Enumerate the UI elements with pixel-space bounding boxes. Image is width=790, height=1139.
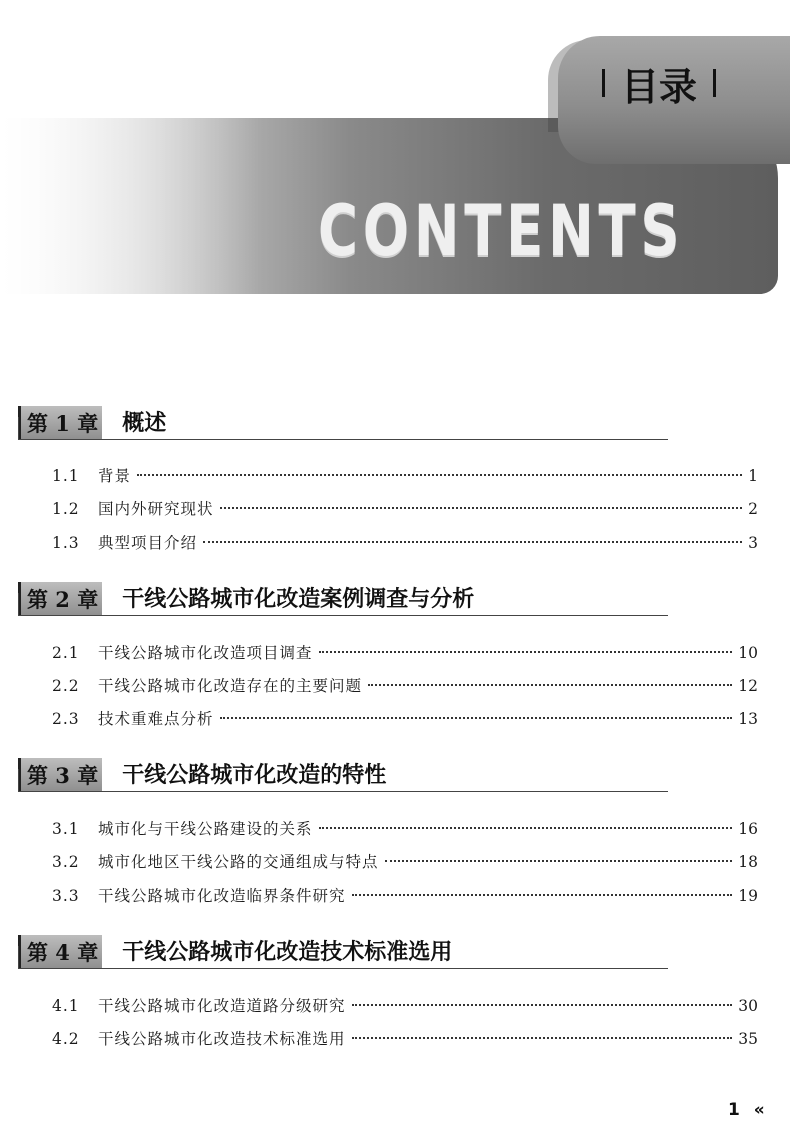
entry-page: 35	[738, 1030, 758, 1048]
entry-page: 1	[748, 467, 758, 485]
chapter-rule	[18, 615, 668, 616]
entry-page: 13	[738, 710, 758, 728]
toc-entry[interactable]	[52, 641, 758, 663]
toc-entry[interactable]	[52, 531, 758, 553]
entry-page: 30	[738, 997, 758, 1015]
entry-title: 典型项目介绍	[98, 534, 198, 552]
toc-title-text: 目录	[620, 64, 697, 109]
toc-entry[interactable]	[52, 817, 758, 839]
toc-entry[interactable]	[52, 497, 758, 519]
chapter-label: 第 1 章	[18, 406, 102, 440]
page-number: 1 «	[728, 1100, 769, 1120]
chapter-title: 概述	[122, 410, 167, 436]
leader-dots	[137, 473, 742, 476]
entry-number: 3.1	[52, 820, 80, 838]
leader-dots	[368, 683, 732, 686]
entry-title: 干线公路城市化改造项目调查	[98, 644, 313, 662]
chapter-title: 干线公路城市化改造技术标准选用	[122, 939, 453, 965]
title-bar-right	[713, 69, 716, 97]
chapter-label: 第 2 章	[18, 582, 102, 616]
contents-banner-word: CONTENTS	[318, 190, 685, 272]
leader-dots	[352, 1036, 733, 1039]
entry-number: 3.2	[52, 853, 80, 871]
leader-dots	[319, 650, 733, 653]
entry-number: 2.1	[52, 644, 80, 662]
entry-title: 城市化与干线公路建设的关系	[98, 820, 313, 838]
entry-title: 干线公路城市化改造存在的主要问题	[98, 677, 363, 695]
toc-entry[interactable]	[52, 464, 758, 486]
chapter-title: 干线公路城市化改造的特性	[122, 762, 387, 788]
chapter-title: 干线公路城市化改造案例调查与分析	[122, 586, 475, 612]
entry-page: 3	[748, 534, 758, 552]
entry-title: 国内外研究现状	[98, 500, 214, 518]
chapter-heading-2[interactable]	[18, 580, 474, 616]
entry-title: 城市化地区干线公路的交通组成与特点	[98, 853, 379, 871]
entry-page: 2	[748, 500, 758, 518]
chapter-rule	[18, 439, 668, 440]
chapter-label: 第 4 章	[18, 935, 102, 969]
entry-title: 干线公路城市化改造道路分级研究	[98, 997, 346, 1015]
entry-number: 1.1	[52, 467, 80, 485]
toc-entry[interactable]	[52, 994, 758, 1016]
entry-title: 干线公路城市化改造技术标准选用	[98, 1030, 346, 1048]
entry-page: 10	[738, 644, 758, 662]
entry-number: 2.2	[52, 677, 80, 695]
toc-entry[interactable]	[52, 850, 758, 872]
chapter-heading-3[interactable]	[18, 756, 386, 792]
toc-title	[574, 58, 744, 108]
entry-number: 3.3	[52, 887, 80, 905]
toc-entry[interactable]	[52, 1027, 758, 1049]
entry-number: 1.2	[52, 500, 80, 518]
entry-number: 4.1	[52, 997, 80, 1015]
entry-page: 16	[738, 820, 758, 838]
title-bar-left	[602, 69, 605, 97]
entry-number: 1.3	[52, 534, 80, 552]
leader-dots	[220, 716, 733, 719]
leader-dots	[352, 1003, 733, 1006]
header-banner-fade	[0, 118, 260, 294]
entry-page: 19	[738, 887, 758, 905]
entry-page: 18	[738, 853, 758, 871]
entry-title: 技术重难点分析	[98, 710, 214, 728]
entry-title: 背景	[98, 467, 132, 485]
leader-dots	[203, 540, 742, 543]
chapter-heading-4[interactable]	[18, 933, 452, 969]
toc-entry[interactable]	[52, 884, 758, 906]
entry-number: 2.3	[52, 710, 80, 728]
leader-dots	[385, 859, 733, 862]
entry-page: 12	[738, 677, 758, 695]
chapter-rule	[18, 791, 668, 792]
toc-entry[interactable]	[52, 707, 758, 729]
chapter-rule	[18, 968, 668, 969]
entry-number: 4.2	[52, 1030, 80, 1048]
leader-dots	[220, 506, 743, 509]
leader-dots	[352, 893, 733, 896]
chapter-heading-1[interactable]	[18, 404, 166, 440]
toc-entry[interactable]	[52, 674, 758, 696]
leader-dots	[319, 826, 733, 829]
chapter-label: 第 3 章	[18, 758, 102, 792]
entry-title: 干线公路城市化改造临界条件研究	[98, 887, 346, 905]
